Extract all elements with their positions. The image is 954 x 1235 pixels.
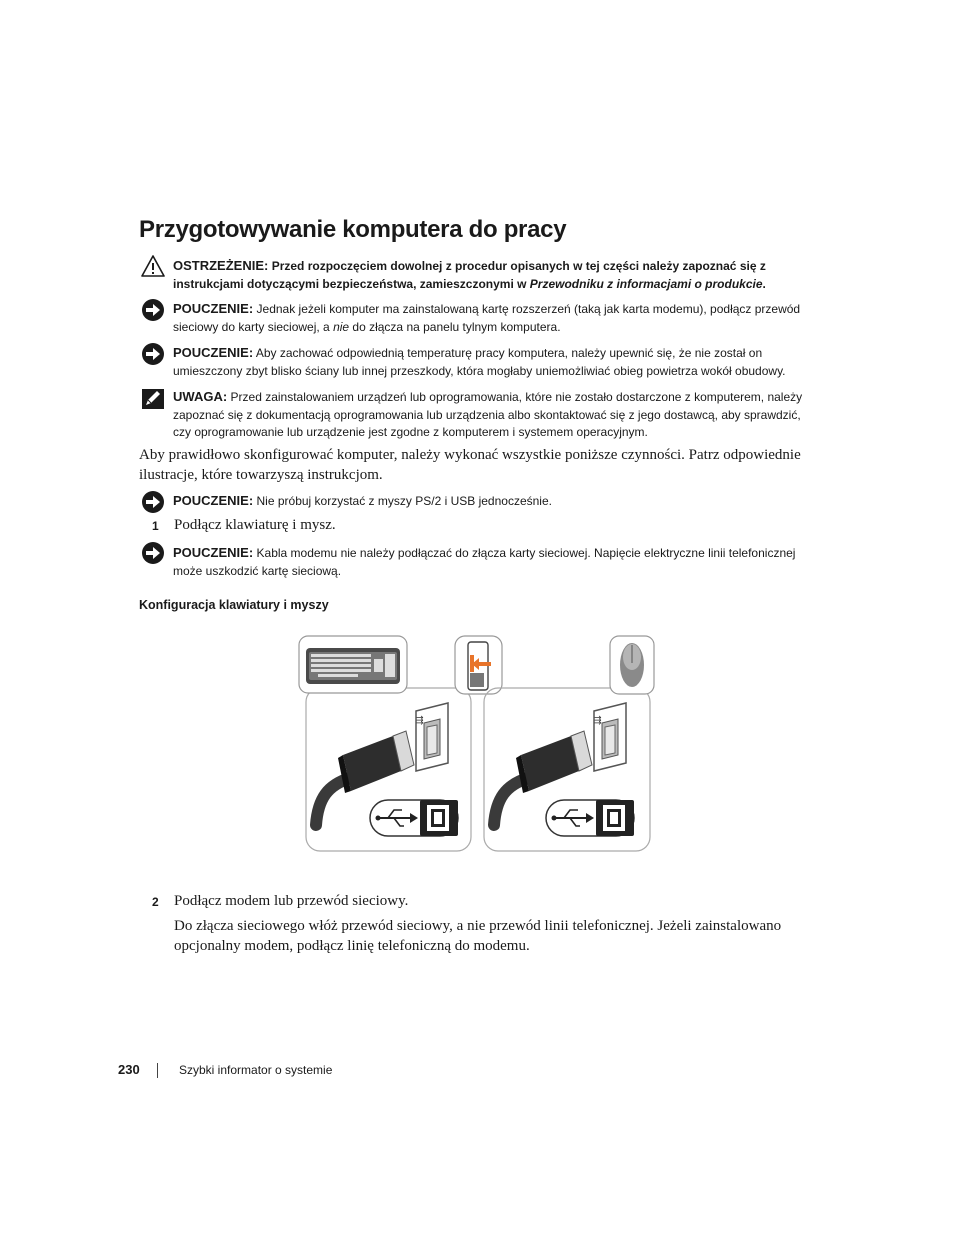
mouse-icon bbox=[620, 643, 644, 687]
notice-block-1 bbox=[173, 300, 818, 336]
notice-text-end: do złącza na panelu tylnym komputera. bbox=[349, 319, 561, 334]
footer-section-title: Szybki informator o systemie bbox=[179, 1063, 333, 1077]
footer-divider bbox=[157, 1063, 158, 1078]
warning-icon bbox=[141, 254, 165, 278]
notice-label: POUCZENIE: bbox=[173, 301, 254, 316]
notice-text: Jednak jeżeli komputer ma zainstalowaną kartę rozszerzeń (taką jak karta modemu), podłącz przewód sieciowy do karty sieciowej, a bbox=[173, 302, 801, 334]
section-subheading: Konfiguracja klawiatury i myszy bbox=[139, 598, 329, 612]
notice-block-3 bbox=[173, 492, 818, 511]
notice-label: POUCZENIE: bbox=[173, 345, 254, 360]
warning-text: Przed rozpoczęciem dowolnej z procedur opisanych w tej części należy zapoznać się z instrukcjami dotyczącymi bezpieczeństwa, zamieszczonymi w bbox=[173, 259, 766, 291]
usb-port-plate bbox=[594, 703, 626, 771]
notice-icon bbox=[141, 342, 165, 366]
page-title: Przygotowywanie komputera do pracy bbox=[139, 216, 567, 243]
svg-text:⇶: ⇶ bbox=[594, 716, 602, 726]
note-block bbox=[173, 388, 818, 442]
svg-text:⇶: ⇶ bbox=[416, 716, 424, 726]
step-number: 2 bbox=[152, 895, 159, 909]
note-label: UWAGA: bbox=[173, 389, 228, 404]
warning-label: OSTRZEŻENIE: bbox=[173, 258, 269, 273]
usb-symbol-icon bbox=[370, 800, 458, 836]
notice-block-2 bbox=[173, 344, 818, 380]
mouse-usb-panel bbox=[484, 636, 654, 851]
page-number: 230 bbox=[118, 1062, 140, 1077]
notice-icon bbox=[141, 490, 165, 514]
warning-text-emphasis: Przewodniku z informacjami o produkcie bbox=[529, 276, 763, 291]
intro-paragraph: Aby prawidłowo skonfigurować komputer, należy wykonać wszystkie poniższe czynności. Patrz odpowiednie ilustracje, które towarzyszą instrukcjom. bbox=[139, 447, 801, 483]
note-pencil-icon bbox=[141, 387, 165, 411]
notice-label: POUCZENIE: bbox=[173, 493, 254, 508]
notice-icon bbox=[141, 541, 165, 565]
notice-text: Nie próbuj korzystać z myszy PS/2 i USB jednocześnie. bbox=[256, 494, 552, 508]
keyboard-mouse-illustration bbox=[298, 633, 658, 855]
notice-text: Kabla modemu nie należy podłączać do złącza karty sieciowej. Napięcie elektryczne linii telefonicznej może uszkodzić kartę sieciową. bbox=[173, 546, 796, 578]
step-text: Podłącz modem lub przewód sieciowy. bbox=[174, 893, 409, 909]
keyboard-usb-panel bbox=[299, 636, 471, 851]
step-detail: Do złącza sieciowego włóż przewód sieciowy, a nie przewód linii telefonicznej. Jeżeli zainstalowano opcjonalny modem, podłącz linię telefoniczną do modemu. bbox=[174, 918, 782, 954]
warning-text-end: . bbox=[762, 276, 766, 291]
usb-symbol-icon bbox=[546, 800, 634, 836]
notice-block-4 bbox=[173, 544, 818, 580]
note-text: Przed zainstalowaniem urządzeń lub oprogramowania, które nie zostało dostarczone z komputerem, należy zapoznać się z dokumentacją oprogramowania lub urządzenia albo skontaktować się z jego dostawcą, aby sprawdzić, czy oprogramowanie lub urządzenie jest zgodne z komputerem i systemem operacyjnym. bbox=[173, 390, 803, 439]
step-text: Podłącz klawiaturę i mysz. bbox=[174, 517, 336, 533]
notice-text: Aby zachować odpowiednią temperaturę pracy komputera, należy upewnić się, że nie został on umieszczony zbyt blisko ściany lub innej przeszkody, która mogłaby uniemożliwiać obieg powietrza wokół obudowy. bbox=[173, 346, 786, 378]
computer-tower-icon bbox=[455, 636, 502, 694]
notice-icon bbox=[141, 298, 165, 322]
usb-port-plate bbox=[416, 703, 448, 771]
warning-block bbox=[173, 257, 818, 293]
notice-label: POUCZENIE: bbox=[173, 545, 254, 560]
keyboard-icon bbox=[306, 648, 400, 684]
notice-text-emphasis: nie bbox=[333, 319, 350, 334]
step-number: 1 bbox=[152, 519, 159, 533]
